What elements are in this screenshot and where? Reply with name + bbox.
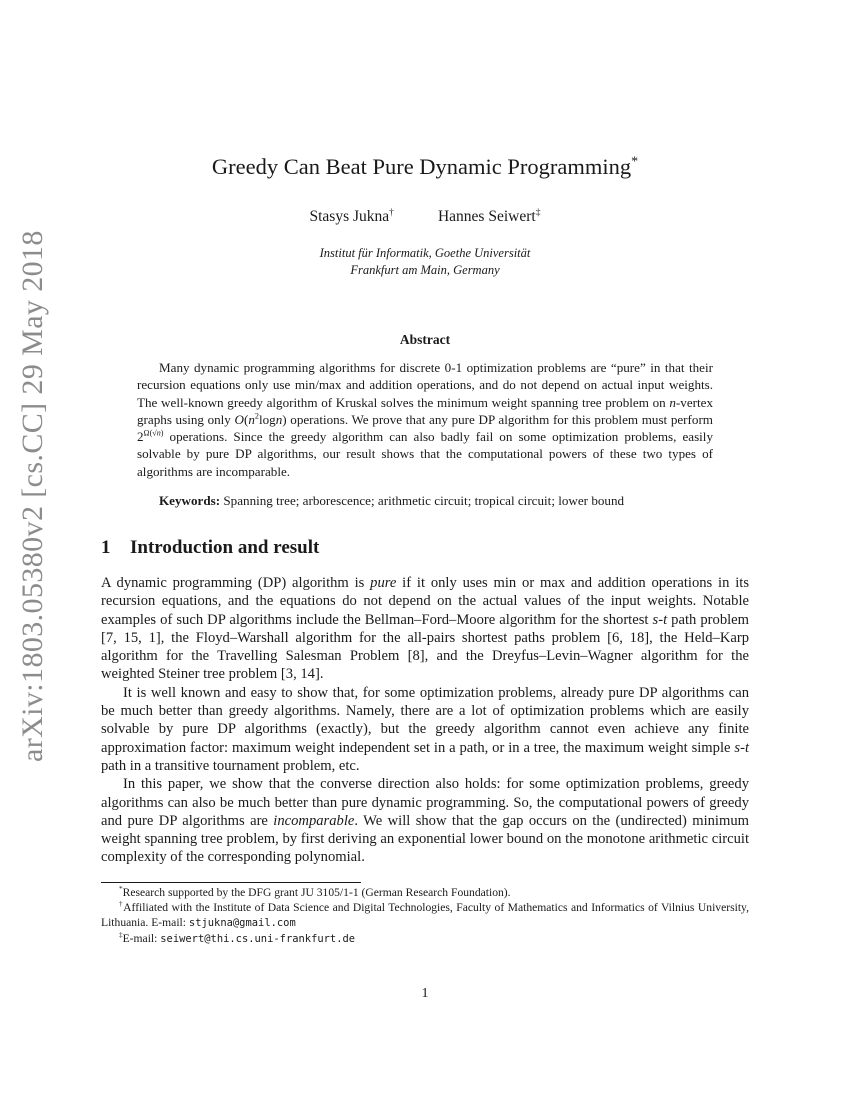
abstract-text: operations. Since the greedy algorithm can also badly fail on some optimization problems, easily solvable by pure DP algorithms, our result shows that the computational powers of these two types of algorithms are incomparable. xyxy=(137,429,713,479)
abstract-text: operations. We prove that any pure DP algorithm for this problem must perform xyxy=(286,411,713,427)
email-link[interactable]: stjukna@gmail.com xyxy=(188,917,296,930)
math-s-t: s-t xyxy=(652,611,668,628)
keywords xyxy=(137,492,713,509)
author-footnote-mark: † xyxy=(389,206,394,218)
text-run: In this paper, we show that the converse direction also holds: for some optimization problems, greedy algorithms can also be much better than pure dynamic programming. So, the computational powers of greedy and pure DP algorithms are xyxy=(101,776,749,829)
abstract-body xyxy=(137,359,713,480)
math-complexity: $O(n^2\log n)$ xyxy=(234,411,287,427)
math-s-t: s-t xyxy=(734,739,749,756)
paragraph-2 xyxy=(101,684,749,775)
body-text xyxy=(101,574,749,867)
author-name: Hannes Seiwert xyxy=(437,208,536,225)
math-lower-bound: $2^{\Omega(√n)}$ xyxy=(137,428,164,445)
section-title: Introduction and result xyxy=(130,537,320,558)
footnotes xyxy=(101,885,749,947)
title-text: Greedy Can Beat Pure Dynamic Programming xyxy=(211,154,632,179)
text-run: It is well known and easy to show that, for some optimization problems, already pure DP algorithms can be much better than greedy algorithms. Namely, there are a lot of optimization problems which are easily solvable by pure DP algorithms (exactly), but the greedy algorithm cannot even achieve any finite approximation factor: maximum weight independent set in a path, or in a tree, the maximum weight simple xyxy=(101,684,749,756)
page-number: 1 xyxy=(421,986,429,1001)
text-run: path problem [7, 15, 1], the Floyd–Warshall algorithm for the all-pairs shortest paths problem [6, 18], the Held–Karp algorithm for the Travelling Salesman Problem [8], and the Dreyfus–Levin–Wagner algorithm for the weighted Steiner tree problem [3, 14]. xyxy=(101,611,749,683)
emphasis: incomparable xyxy=(273,812,355,829)
paragraph-1 xyxy=(101,574,749,684)
author-name: Stasys Jukna xyxy=(309,208,390,225)
section-heading xyxy=(101,536,319,560)
keywords-text: Spanning tree; arborescence; arithmetic circuit; tropical circuit; lower bound xyxy=(223,493,625,508)
math-var: O xyxy=(234,411,244,427)
email-link[interactable]: seiwert@thi.cs.uni-frankfurt.de xyxy=(160,933,356,946)
affiliation xyxy=(0,245,850,279)
abstract-text: Many dynamic programming algorithms for discrete 0-1 optimization problems are “pure” in that their recursion equations only use min/max and addition operations, and do not depend on actual input weights. The well-known greedy algorithm of Kruskal solves the minimum weight spanning tree problem on xyxy=(137,360,713,410)
abstract-heading: Abstract xyxy=(399,332,451,347)
text-run: . We will show that the gap occurs on the (undirected) minimum weight spanning tree problem, by first deriving an exponential lower bound on the monotone arithmetic circuit complexity of the corresponding polynomial. xyxy=(101,812,749,866)
footnote-2 xyxy=(101,900,749,931)
author-footnote-mark: ‡ xyxy=(535,206,541,218)
footnote-1 xyxy=(101,885,749,900)
footnote-divider xyxy=(101,882,361,883)
title-footnote-mark: * xyxy=(631,154,639,170)
affiliation-line-1: Institut für Informatik, Goethe Universität xyxy=(319,246,531,260)
arxiv-stamp: arXiv:1803.05380v2 [cs.CC] 29 May 2018 xyxy=(16,230,49,762)
footnote-mark: * xyxy=(119,885,123,894)
affiliation-line-2: Frankfurt am Main, Germany xyxy=(350,263,500,277)
footnote-mark: ‡ xyxy=(119,931,123,940)
text-run: path in a transitive tournament problem, etc. xyxy=(101,757,360,774)
text-run: A dynamic programming (DP) algorithm is xyxy=(101,575,371,591)
abstract-paragraph xyxy=(137,359,713,480)
author-list xyxy=(0,207,850,227)
author-seiwert xyxy=(438,207,541,227)
keywords-label: Keywords: xyxy=(159,493,221,508)
math-var: n xyxy=(669,394,676,410)
section-number: 1 xyxy=(101,537,111,558)
footnote-text: Affiliated with the Institute of Data Science and Digital Technologies, Faculty of Mathematics and Informatics of Vilnius University, Lithuania. E-mail: xyxy=(101,901,749,930)
footnote-mark: † xyxy=(119,900,124,909)
text-run: if it only uses min or max and addition operations in its recursion equations, and the equations do not depend on the actual values of the input weights. Notable examples of such DP algorithms include the Bellman–Ford–Moore algorithm for the shortest xyxy=(101,575,749,628)
paper-title xyxy=(0,152,850,182)
emphasis: pure xyxy=(370,575,397,591)
footnote-3 xyxy=(101,931,749,947)
footnote-text: Research supported by the DFG grant JU 3105/1-1 (German Research Foundation). xyxy=(122,886,511,899)
paragraph-3 xyxy=(101,775,749,866)
author-jukna xyxy=(310,207,394,227)
abstract-text: -vertex graphs using only xyxy=(137,394,713,427)
footnote-text: E-mail: xyxy=(122,932,161,946)
